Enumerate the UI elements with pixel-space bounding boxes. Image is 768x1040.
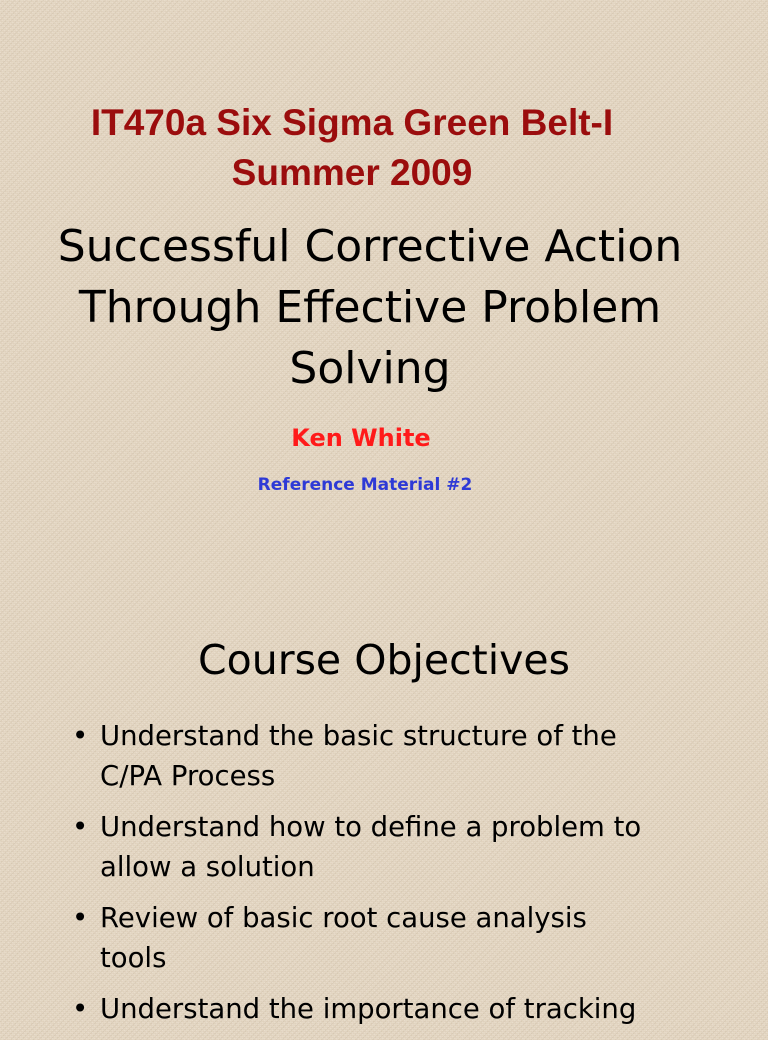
course-title	[0, 98, 704, 198]
course-title-line-1: IT470a Six Sigma Green Belt-I	[90, 102, 614, 143]
bullet-icon: •	[72, 811, 89, 843]
objective-item	[72, 989, 752, 1029]
presentation-title-line-1: Successful Corrective Action	[57, 221, 683, 272]
objective-line: Understand the basic structure of the	[100, 720, 617, 752]
objective-line: Understand how to define a problem to	[100, 811, 642, 843]
author-name: Ken White	[291, 424, 431, 452]
presentation-title	[0, 216, 740, 399]
objective-line: tools	[100, 942, 167, 974]
objective-item	[72, 898, 752, 978]
bullet-icon: •	[72, 902, 89, 934]
objective-item	[72, 716, 752, 796]
presentation-title-line-3: Solving	[289, 343, 451, 394]
objective-line: Review of basic root cause analysis	[100, 902, 587, 934]
bullet-icon: •	[72, 993, 89, 1025]
course-title-line-2: Summer 2009	[231, 152, 473, 193]
objective-line: Understand the importance of tracking	[100, 993, 637, 1025]
reference-material-label: Reference Material #2	[257, 475, 473, 495]
bullet-icon: •	[72, 720, 89, 752]
objective-item	[72, 807, 752, 887]
objectives-heading: Course Objectives	[198, 636, 570, 684]
objective-line: C/PA Process	[100, 760, 276, 792]
objective-line: allow a solution	[100, 851, 315, 883]
course-objectives-slide	[0, 610, 768, 1024]
objectives-list	[72, 716, 752, 1040]
presentation-title-line-2: Through Effective Problem	[78, 282, 662, 333]
